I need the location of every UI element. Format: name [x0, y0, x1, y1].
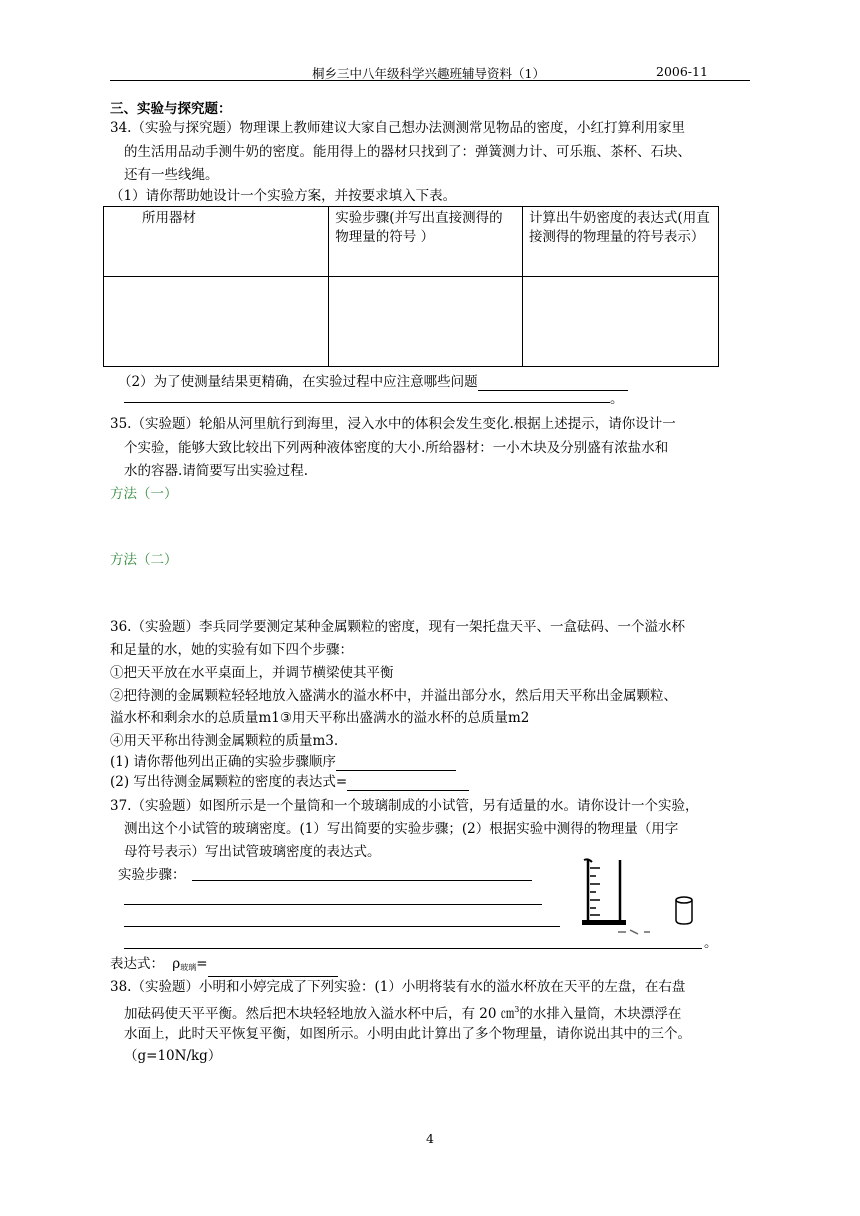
q37-period: 。: [704, 935, 718, 951]
q38-line2-text: 加砝码使天平平衡。然后把木块轻轻地放入溢水杯中后，有 20 ㎝: [124, 1006, 515, 1022]
table-header-equipment: 所用器材: [104, 207, 329, 277]
q37-steps-line-3[interactable]: [124, 926, 560, 927]
q36-q1: [110, 753, 456, 771]
q36-line2: 和足量的水，她的实验有如下四个步骤：: [110, 642, 353, 658]
table-cell-equipment[interactable]: [104, 277, 329, 367]
q36-q2-text: (2) 写出待测金属颗粒的密度的表达式=: [110, 774, 348, 790]
page-number: 4: [426, 1131, 434, 1146]
q38-line4: （g=10N/kg）: [124, 1048, 222, 1064]
q37-line2: 测出这个小试管的玻璃密度。(1）写出简要的实验步骤；(2）根据实验中测得的物理量（用字: [124, 821, 679, 837]
q34-answer-blank[interactable]: [478, 376, 628, 391]
q34-line2: 的生活用品动手测牛奶的密度。能用得上的器材只找到了：弹簧测力计、可乐瓶、茶杯、石块、: [124, 144, 691, 160]
q36-q1-text: (1) 请你帮他列出正确的实验步骤顺序: [110, 754, 336, 770]
section-title: 三、实验与探究题：: [110, 101, 232, 117]
q37-equals: =: [196, 956, 208, 972]
q35-line3: 水的容器.请简要写出实验过程.: [124, 463, 309, 479]
table-header-formula: 计算出牛奶密度的表达式(用直接测得的物理量的符号表示）: [522, 207, 718, 277]
q37-steps-line-1[interactable]: [192, 880, 532, 881]
q37-expression: [110, 955, 338, 977]
q37-steps-line-2[interactable]: [124, 904, 542, 905]
q36-step2b: 溢水杯和剩余水的总质量m1③用天平称出盛满水的溢水杯的总质量m2: [110, 710, 530, 726]
q38-line3: 水面上，此时天平恢复平衡，如图所示。小明由此计算出了多个物理量，请你说出其中的三个。: [124, 1026, 691, 1042]
q36-order-blank[interactable]: [336, 756, 456, 771]
q37-expression-blank[interactable]: [208, 962, 338, 977]
q36-step1: ①把天平放在水平桌面上，并调节横梁使其平衡: [110, 665, 394, 681]
q38-line2-end: 的水排入量筒，木块漂浮在: [519, 1006, 682, 1022]
q37-line1: 37.（实验题）如图所示是一个量筒和一个玻璃制成的小试管，另有适量的水。请你设计一个实验，: [110, 798, 699, 814]
measuring-cylinder-icon: [582, 859, 626, 925]
q38-superscript: 3: [514, 1005, 520, 1014]
q36-step2a: ②把待测的金属颗粒轻轻地放入盛满水的溢水杯中，并溢出部分水，然后用天平称出金属颗粒、: [110, 688, 677, 704]
rho-subscript: 玻璃: [180, 963, 197, 972]
experiment-table: [103, 206, 719, 367]
q38-line2: [124, 1001, 681, 1023]
q35-method1: 方法（一）: [110, 486, 178, 502]
header-title: 桐乡三中八年级科学兴趣班辅导资料（1）: [312, 66, 545, 81]
q34-line3: 还有一些线绳。: [124, 167, 219, 183]
q37-expr-label: 表达式：: [110, 956, 164, 972]
q34-part2-text: （2）为了使测量结果更精确，在实验过程中应注意哪些问题: [118, 374, 478, 390]
test-tube-icon: [676, 897, 692, 924]
q35-line1: 35.（实验题）轮船从河里航行到海里，浸入水中的体积会发生变化.根据上述提示，请你设计一: [110, 416, 676, 432]
q34-line1: 34.（实验与探究题）物理课上教师建议大家自己想办法测测常见物品的密度，小红打算利用家里: [110, 120, 685, 136]
q34-answer-line[interactable]: [124, 402, 610, 403]
q36-step4: ④用天平称出待测金属颗粒的质量m3.: [110, 733, 339, 749]
header-date: 2006-11: [656, 64, 708, 79]
q36-formula-blank[interactable]: [347, 776, 469, 791]
table-header-steps: 实验步骤(并写出直接测得的物理量的符号 ）: [329, 207, 523, 277]
q34-period: 。: [610, 391, 624, 407]
q34-part1: （1）请你帮助她设计一个实验方案，并按要求填入下表。: [110, 188, 457, 204]
table-cell-formula[interactable]: [522, 277, 718, 367]
q37-steps-label: 实验步骤：: [118, 867, 186, 883]
q37-steps-line-4[interactable]: [124, 948, 702, 949]
q34-part2: [118, 373, 628, 391]
table-cell-steps[interactable]: [329, 277, 523, 367]
q36-q2: [110, 773, 469, 791]
q36-line1: 36.（实验题）李兵同学要测定某种金属颗粒的密度，现有一架托盘天平、一盒砝码、一个溢水杯: [110, 619, 685, 635]
cylinder-and-tube-figure: [578, 858, 708, 938]
q35-line2: 个实验，能够大致比较出下列两种液体密度的大小.所给器材：一小木块及分别盛有浓盐水和: [124, 440, 669, 456]
q37-line3: 母符号表示）写出试管玻璃密度的表达式。: [124, 844, 381, 860]
q35-method2: 方法（二）: [110, 552, 178, 568]
q38-line1: 38.（实验题）小明和小婷完成了下列实验：(1）小明将装有水的溢水杯放在天平的左盘，在右盘: [110, 979, 686, 995]
rho-symbol: ρ: [172, 956, 181, 972]
header-rule: [110, 80, 750, 81]
